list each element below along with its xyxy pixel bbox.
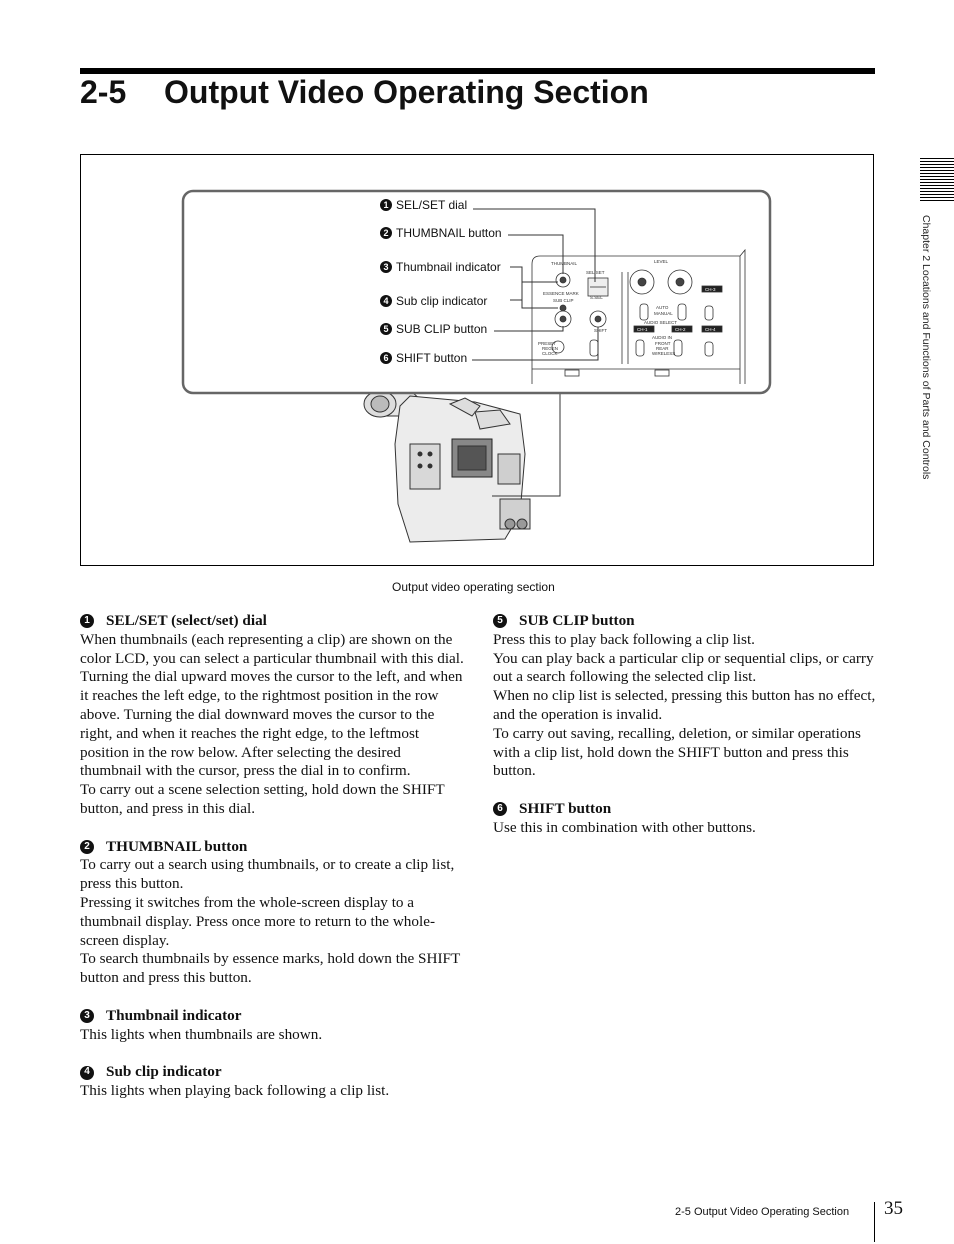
right-column: [493, 612, 878, 856]
callout-sel-set-dial: [380, 198, 467, 212]
section-heading: THUMBNAIL button: [106, 837, 248, 855]
panel-label-s-sel: S.SEL: [590, 295, 603, 300]
section-number-badge: 2: [80, 840, 94, 854]
camcorder-drawing: [364, 390, 530, 542]
section-heading: SUB CLIP button: [519, 612, 635, 629]
section-heading: SEL/SET (select/set) dial: [106, 612, 267, 629]
callout-label: THUMBNAIL button: [396, 226, 502, 240]
section-heading: Sub clip indicator: [106, 1063, 222, 1081]
callout-label: SHIFT button: [396, 351, 468, 365]
section-paragraph: To carry out a scene selection setting, hold down the SHIFT button, and press in this dial.: [80, 781, 445, 817]
panel-label-level: LEVEL: [654, 259, 669, 264]
section-paragraph: Press this to play back following a clip list.: [493, 630, 755, 648]
page-number: 35: [884, 1198, 903, 1219]
section-number-badge: 5: [493, 614, 507, 628]
section-paragraph: To carry out a search using thumbnails, or to create a clip list, press this button.: [80, 856, 455, 893]
panel-label-sub-clip: SUB CLIP: [553, 298, 574, 303]
panel-label-clock: CLOCK: [542, 351, 558, 356]
footer-divider: [874, 1202, 875, 1242]
section-number: 2-5: [80, 74, 127, 110]
callout-label: Sub clip indicator: [396, 294, 488, 308]
callout-shift-button: [380, 351, 467, 365]
panel-label-thumbnail: THUMBNAIL: [551, 261, 578, 266]
panel-label-ch1: CH-1: [637, 327, 648, 332]
callout-number-badge: 2: [380, 227, 392, 239]
section-paragraph: To carry out saving, recalling, deletion, or similar operations with a clip list, hold down the SHIFT button and press this button.: [493, 724, 861, 780]
panel-label-manual: MANUAL: [654, 311, 673, 316]
footer-section-title: 2-5 Output Video Operating Section: [675, 1206, 850, 1218]
left-column: [80, 612, 465, 1120]
callout-label: Thumbnail indicator: [396, 260, 501, 274]
panel-label-audio-select: AUDIO SELECT: [644, 320, 678, 325]
figure-caption: Output video operating section: [392, 580, 555, 594]
section-thumbnail-button: [80, 838, 465, 988]
callout-number-badge: 4: [380, 295, 392, 307]
panel-label-audio-in: AUDIO IN: [652, 335, 673, 340]
section-paragraph: To search thumbnails by essence marks, hold down the SHIFT button and press this button.: [80, 950, 460, 987]
panel-label-essence-mark: ESSENCE MARK: [543, 291, 579, 296]
page-title: [80, 74, 649, 111]
chapter-tab-label: Chapter 2 Locations and Functions of Parts and Controls: [920, 215, 932, 480]
panel-label-front: FRONT: [655, 341, 671, 346]
panel-label-rear: REAR: [656, 346, 669, 351]
callout-thumbnail-button: [380, 226, 502, 240]
callout-sub-clip-indicator: [380, 294, 487, 308]
panel-label-ch2: CH-2: [675, 327, 686, 332]
panel-label-sel-set: SEL/SET: [586, 270, 605, 275]
section-heading: Thumbnail indicator: [106, 1006, 242, 1024]
camera-illustration: [80, 154, 874, 566]
panel-label-regen: REGEN: [542, 346, 559, 351]
section-paragraph: Turning the dial upward moves the cursor to the left, and when it reaches the left edge, to the rightmost position in the row above. Turning the dial downward moves the cursor to the right, and when it reaches the right edge, to the leftmost position in the row below. After selecting the desired thumbnail with the cursor, press the dial in to confirm.: [80, 668, 463, 780]
callout-number-badge: 1: [380, 199, 392, 211]
callout-number-badge: 6: [380, 352, 392, 364]
panel-label-ch3: CH-3: [705, 287, 716, 292]
section-sub-clip-indicator: [80, 1063, 465, 1101]
section-paragraph: You can play back a particular clip or sequential clips, or carry out a search following the selected clip list.: [493, 649, 874, 686]
panel-label-shift: SHIFT: [594, 328, 607, 333]
section-paragraph: Pressing it switches from the whole-screen display to a thumbnail display. Press once more to return to the whole-screen display.: [80, 893, 435, 949]
panel-label-wireless: WIRELESS: [652, 351, 676, 356]
section-sub-clip-button: [493, 612, 878, 781]
section-number-badge: 4: [80, 1066, 94, 1080]
callout-number-badge: 5: [380, 323, 392, 335]
callout-sub-clip-button: [380, 322, 487, 336]
panel-label-preset: PRESET: [538, 341, 557, 346]
callout-label: SEL/SET dial: [396, 198, 468, 212]
section-paragraph: This lights when thumbnails are shown.: [80, 1025, 323, 1043]
section-shift-button: [493, 800, 878, 838]
section-paragraph: This lights when playing back following a clip list.: [80, 1081, 390, 1099]
section-heading: SHIFT button: [519, 799, 612, 817]
callout-number-badge: 3: [380, 261, 392, 273]
panel-label-auto: AUTO: [656, 305, 669, 310]
chapter-tab-stripes: [920, 158, 954, 202]
section-number-badge: 1: [80, 614, 94, 628]
section-paragraph: Use this in combination with other buttons.: [493, 818, 756, 836]
section-title: Output Video Operating Section: [164, 74, 649, 110]
section-sel-set-dial: [80, 612, 465, 819]
section-paragraph: When no clip list is selected, pressing this button has no effect, and the operation is invalid.: [493, 687, 876, 723]
callout-label: SUB CLIP button: [396, 322, 488, 336]
callout-thumbnail-indicator: [380, 260, 501, 274]
section-number-badge: 3: [80, 1009, 94, 1023]
section-thumbnail-indicator: [80, 1007, 465, 1045]
section-number-badge: 6: [493, 802, 507, 816]
panel-label-ch4: CH-4: [705, 327, 716, 332]
chapter-tab: [918, 215, 934, 525]
section-paragraph: When thumbnails (each representing a clip) are shown on the color LCD, you can select a particular thumbnail with this dial.: [80, 630, 464, 667]
